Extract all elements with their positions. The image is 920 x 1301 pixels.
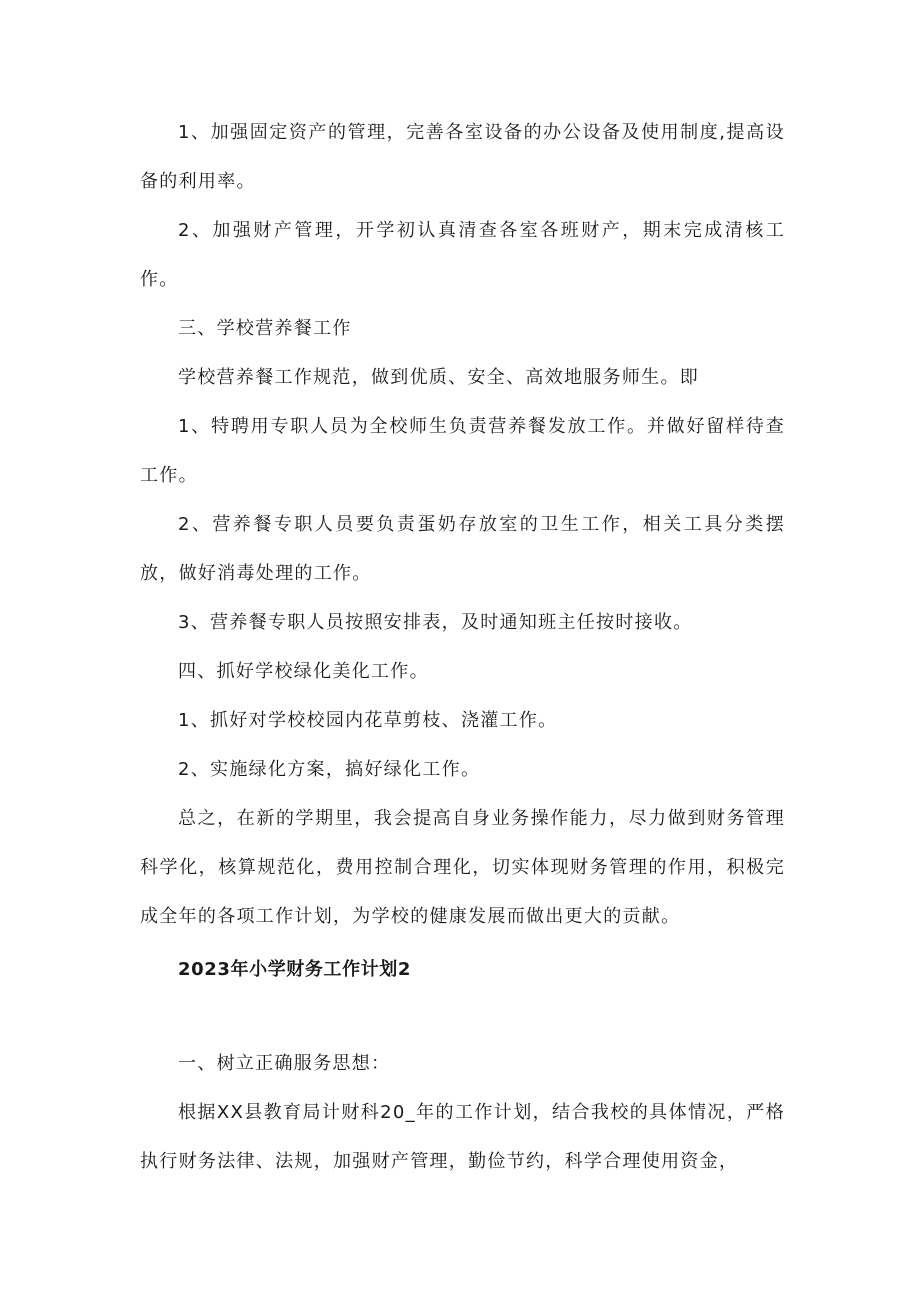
paragraph-plan-basis: 根据XX县教育局计财科20_年的工作计划，结合我校的具体情况，严格执行财务法律、法规，加强财产管理，勤俭节约，科学合理使用资金， <box>140 1102 785 1172</box>
paragraph-fixed-assets: 1、加强固定资产的管理，完善各室设备的办公设备及使用制度,提高设备的利用率。 <box>140 122 785 192</box>
section-heading-service: 一、树立正确服务思想： <box>178 1053 391 1074</box>
document-heading: 2023年小学财务工作计划2 <box>178 959 412 980</box>
paragraph-schedule: 3、营养餐专职人员按照安排表，及时通知班主任按时接收。 <box>178 612 693 633</box>
paragraph-nutrition-staff: 1、特聘用专职人员为全校师生负责营养餐发放工作。并做好留样待查工作。 <box>140 416 785 486</box>
section-heading-greening: 四、抓好学校绿化美化工作。 <box>178 661 429 682</box>
paragraph-conclusion: 总之，在新的学期里，我会提高自身业务操作能力，尽力做到财务管理科学化，核算规范化，费用控制合理化，切实体现财务管理的作用，积极完成全年的各项工作计划，为学校的健康发展而做出更大的贡献。 <box>140 808 785 927</box>
paragraph-greening-plan: 2、实施绿化方案，搞好绿化工作。 <box>178 759 481 780</box>
paragraph-property-management: 2、加强财产管理，开学初认真清查各室各班财产，期末完成清核工作。 <box>140 220 785 290</box>
section-heading-nutrition-meal: 三、学校营养餐工作 <box>178 318 352 339</box>
paragraph-nutrition-intro: 学校营养餐工作规范，做到优质、安全、高效地服务师生。即 <box>178 367 700 388</box>
paragraph-egg-milk-room: 2、营养餐专职人员要负责蛋奶存放室的卫生工作，相关工具分类摆放，做好消毒处理的工作。 <box>140 514 785 584</box>
paragraph-pruning: 1、抓好对学校校园内花草剪枝、浇灌工作。 <box>178 710 558 731</box>
